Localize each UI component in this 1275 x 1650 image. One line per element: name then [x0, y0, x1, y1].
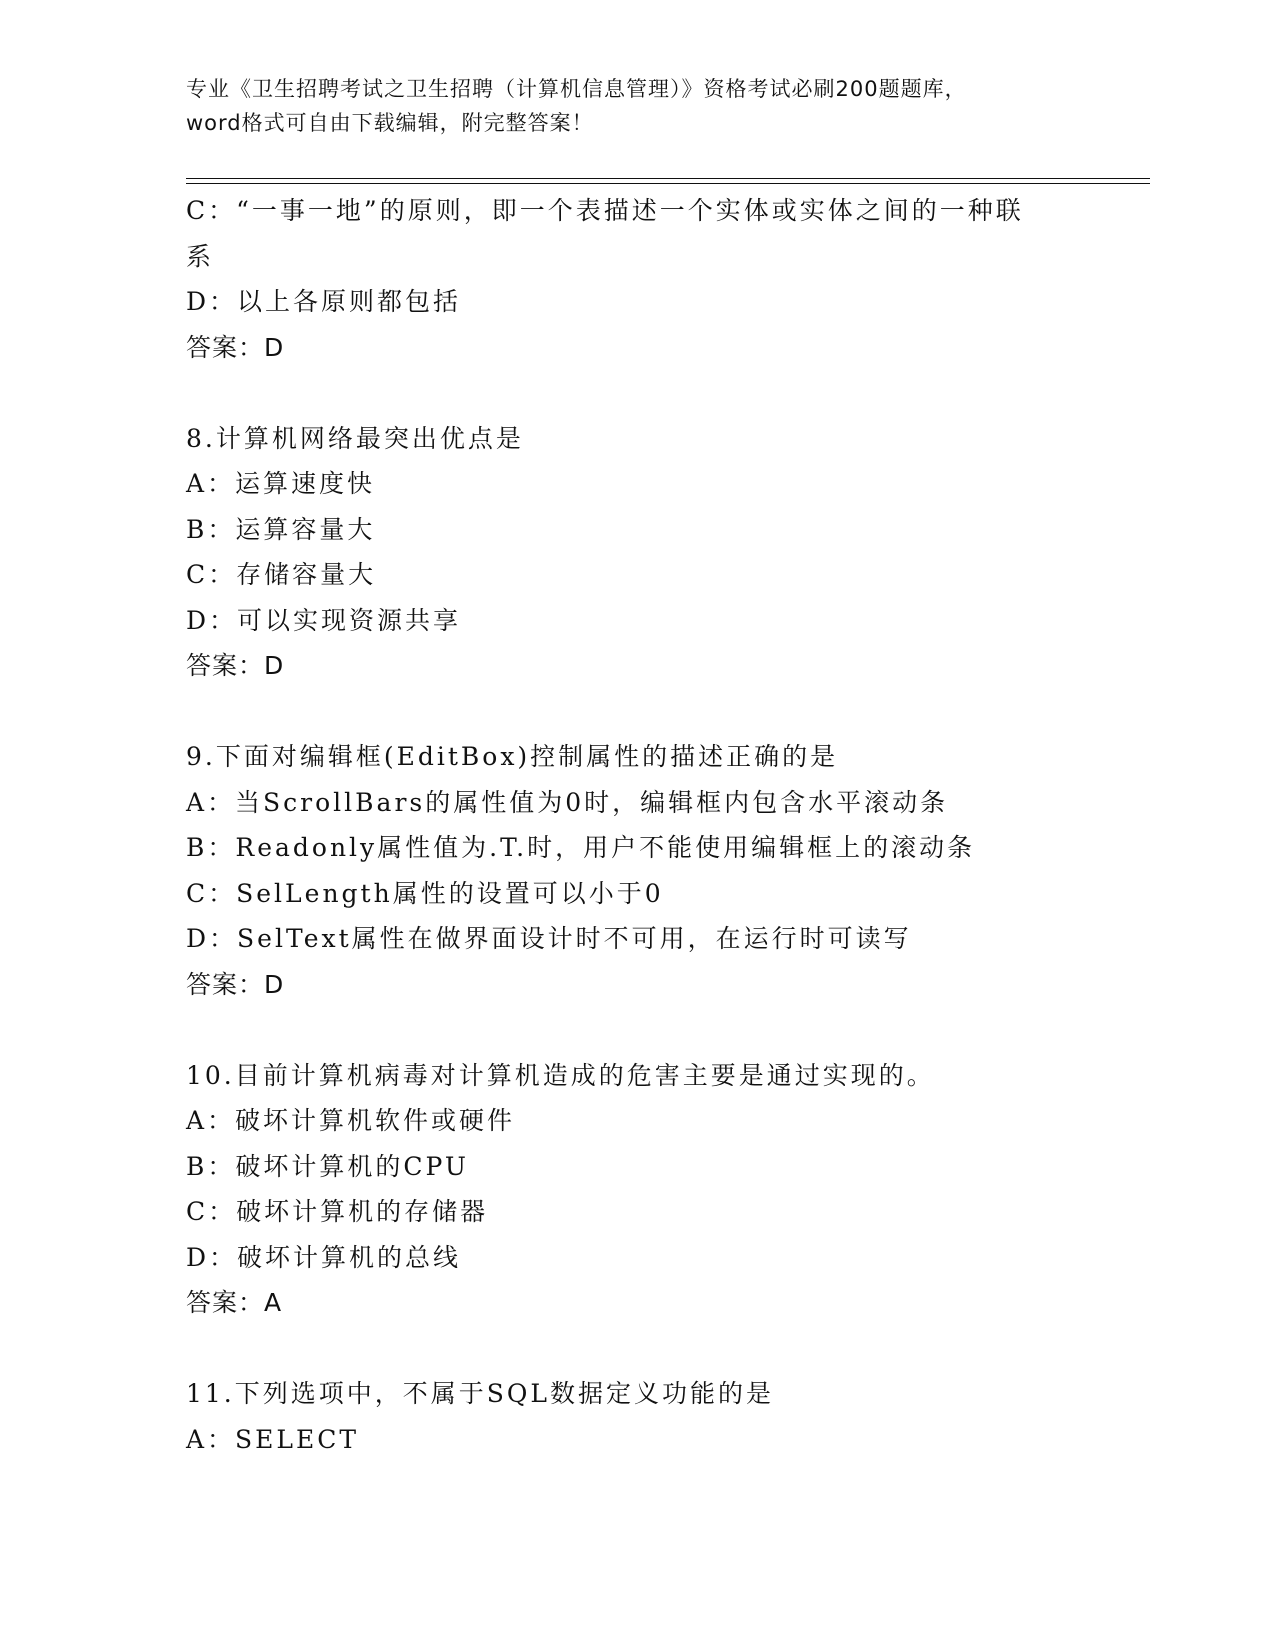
option-c: C：破坏计算机的存储器 — [186, 1197, 489, 1226]
question-title: 8.计算机网络最突出优点是 — [186, 423, 524, 453]
question-block-10 — [186, 1053, 1086, 1326]
question-block-9 — [186, 734, 1086, 1007]
answer: 答案：D — [186, 651, 285, 680]
answer: 答案：D — [186, 969, 285, 999]
option-d: D：可以实现资源共享 — [186, 605, 462, 635]
question-block-7-continued — [186, 188, 1086, 370]
option-c: C：SelLength属性的设置可以小于0 — [186, 878, 664, 908]
option-b: B：Readonly属性值为.T.时，用户不能使用编辑框上的滚动条 — [186, 833, 976, 862]
answer: 答案：A — [186, 1288, 283, 1317]
question-title: 9.下面对编辑框(EditBox)控制属性的描述正确的是 — [186, 742, 839, 771]
header-line-1: 专业《卫生招聘考试之卫生招聘（计算机信息管理）》资格考试必刷200题题库， — [186, 77, 967, 101]
option-c-line-1: C：“一事一地”的原则，即一个表描述一个实体或实体之间的一种联 — [186, 196, 1024, 225]
option-a: A：运算速度快 — [186, 469, 376, 498]
option-a: A：SELECT — [186, 1424, 360, 1454]
header-divider-top — [186, 178, 1150, 179]
option-c: C：存储容量大 — [186, 560, 377, 589]
option-b: B：破坏计算机的CPU — [186, 1151, 469, 1181]
option-a: A：破坏计算机软件或硬件 — [186, 1106, 516, 1135]
header-line-2: word格式可自由下载编辑，附完整答案！ — [186, 111, 594, 135]
question-title: 10.目前计算机病毒对计算机造成的危害主要是通过实现的。 — [186, 1060, 935, 1090]
question-block-11 — [186, 1371, 1086, 1462]
option-d: D：破坏计算机的总线 — [186, 1242, 462, 1272]
document-header — [186, 72, 1086, 140]
question-title: 11.下列选项中，不属于SQL数据定义功能的是 — [186, 1379, 774, 1408]
option-b: B：运算容量大 — [186, 514, 376, 544]
header-divider-bottom — [186, 183, 1150, 184]
option-c-line-2: 系 — [186, 241, 215, 271]
option-d: D：以上各原则都包括 — [186, 287, 462, 316]
question-content — [186, 188, 1086, 1462]
option-d: D：SelText属性在做界面设计时不可用，在运行时可读写 — [186, 924, 912, 953]
question-block-8 — [186, 416, 1086, 689]
answer: 答案：D — [186, 332, 285, 362]
option-a: A：当ScrollBars的属性值为0时，编辑框内包含水平滚动条 — [186, 787, 949, 817]
